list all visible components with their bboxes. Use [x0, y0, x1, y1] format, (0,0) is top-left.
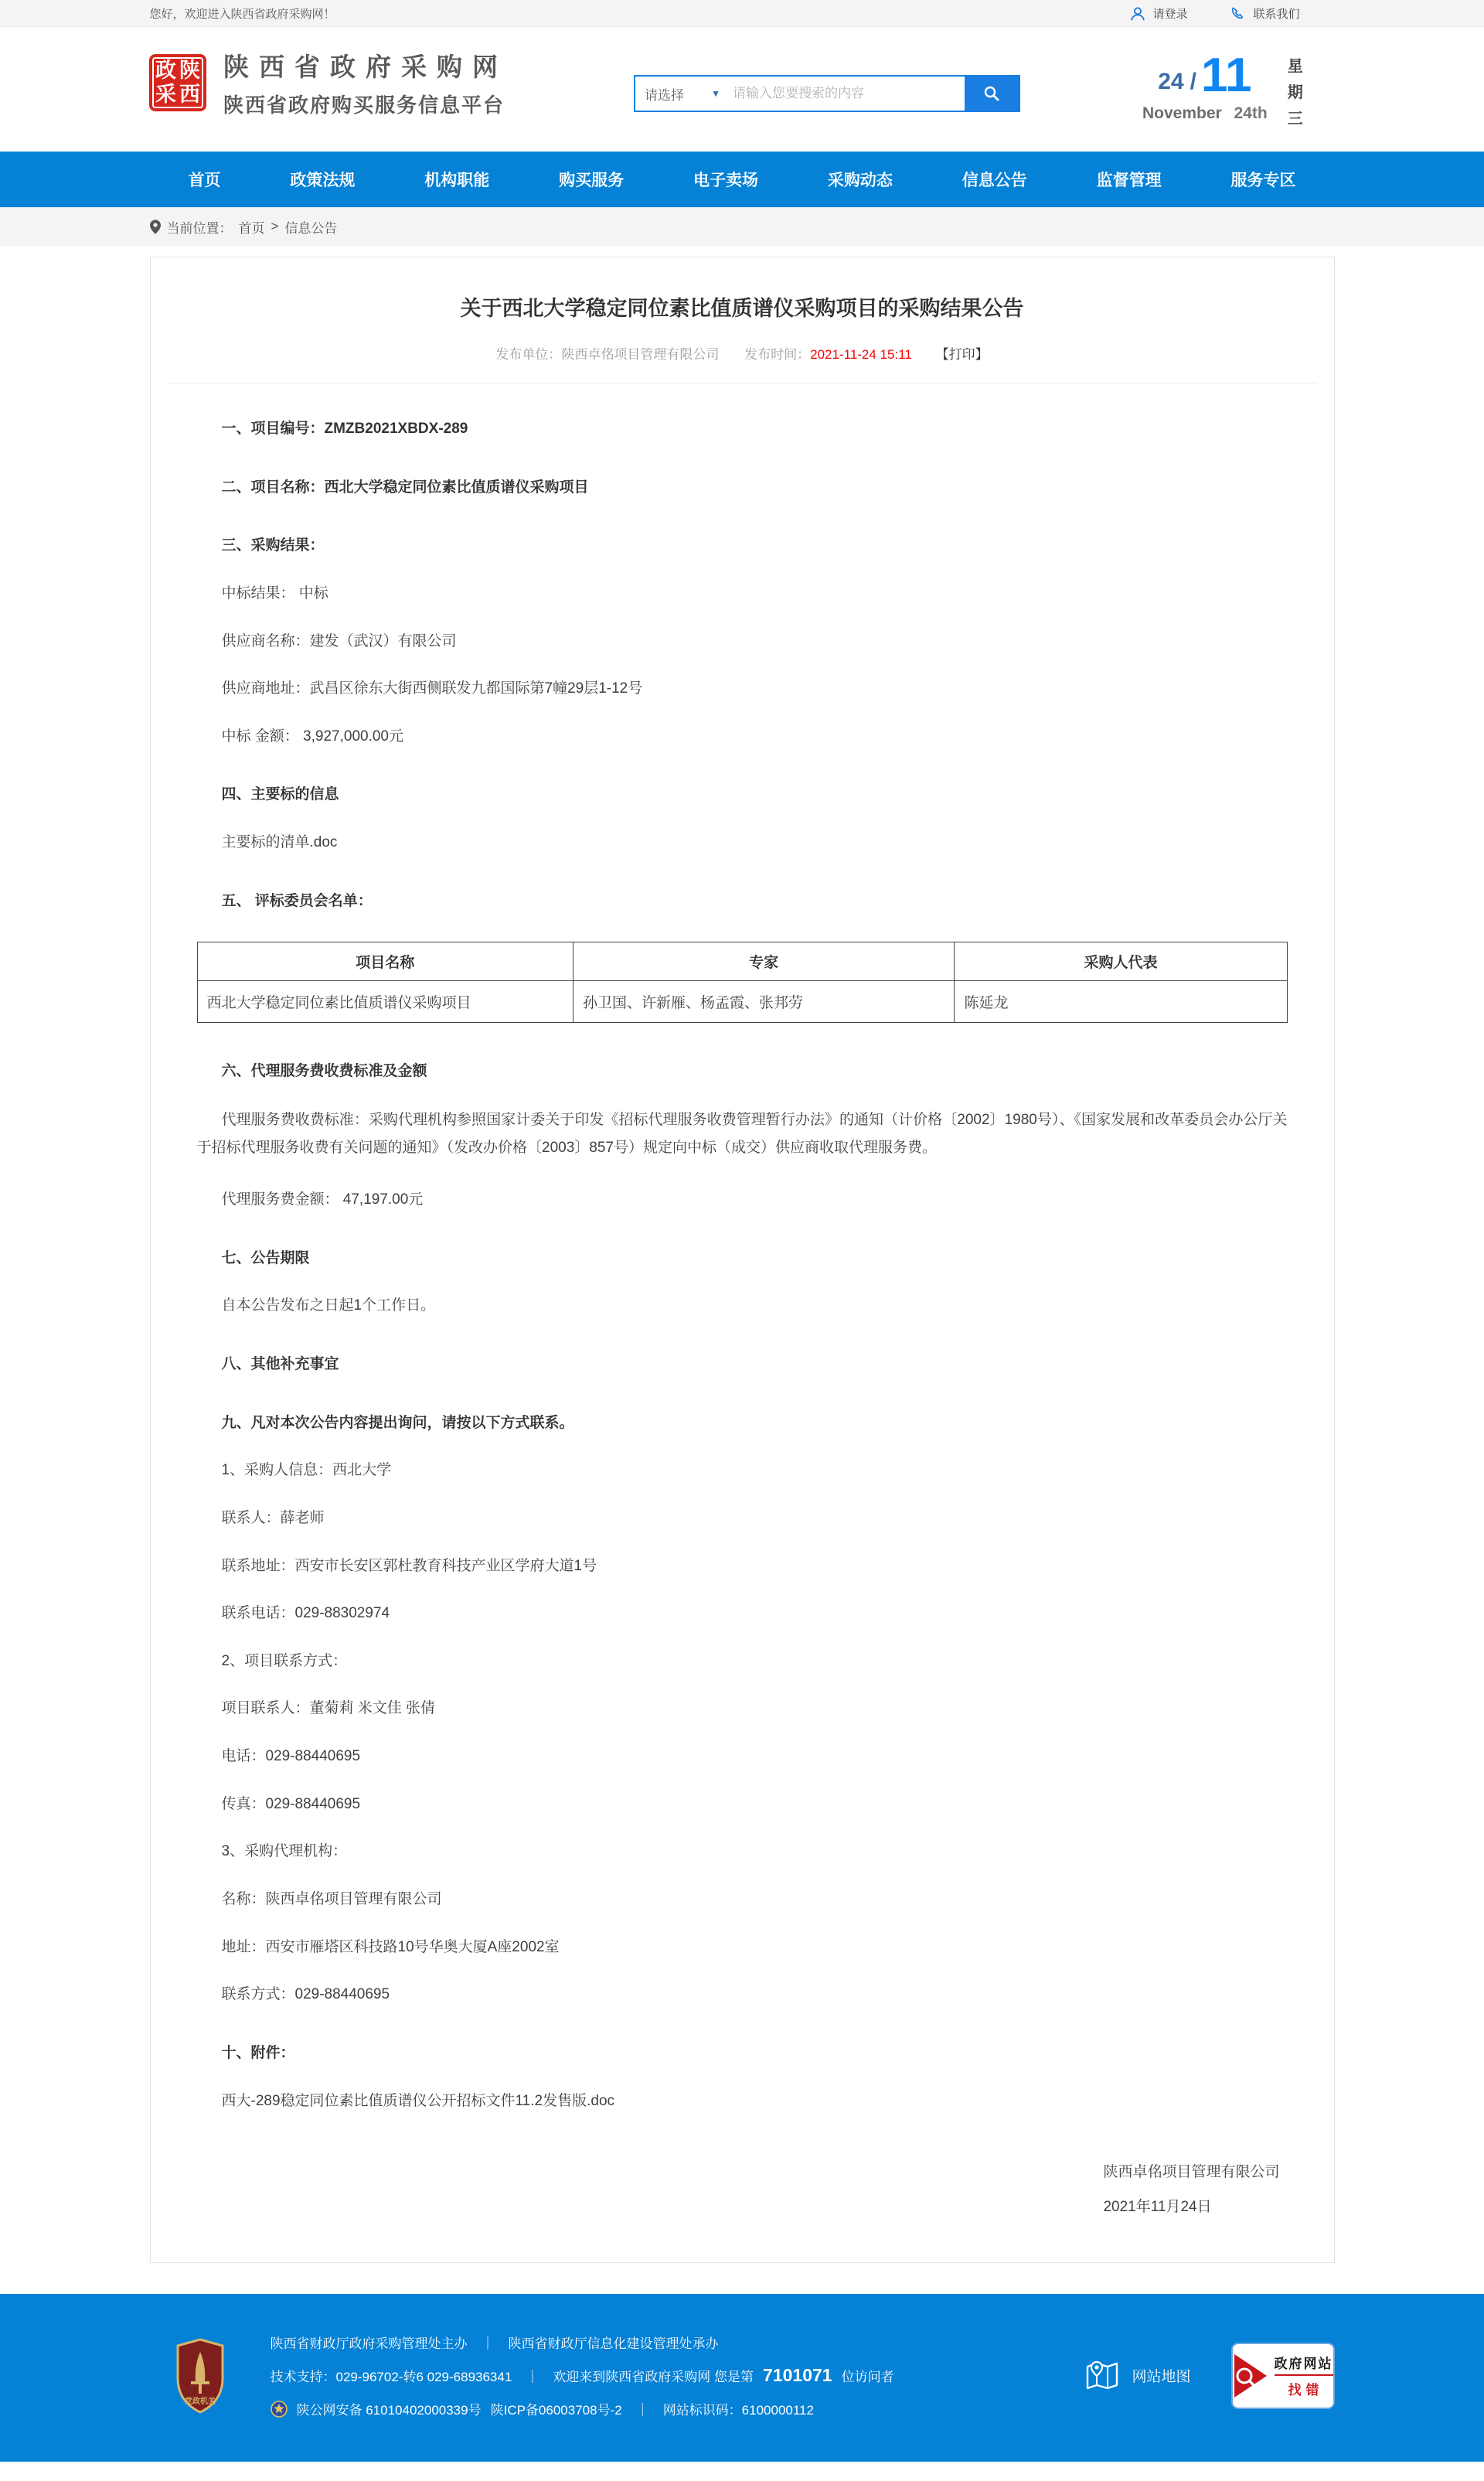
publisher-label: 发布单位：	[495, 347, 562, 362]
article-text: 供应商名称：建发（武汉）有限公司	[221, 632, 457, 649]
nav-item-3[interactable]: 购买服务	[559, 172, 625, 189]
find-error-badge[interactable]: 政府网站 找错	[1231, 2343, 1335, 2409]
article-text: 中标结果： 中标	[221, 584, 328, 602]
table-header-row	[197, 942, 1287, 981]
sitemap-label: 网站地图	[1132, 2369, 1191, 2386]
site-name: 陕西省政府采购网	[223, 53, 508, 81]
nav-item-4[interactable]: 电子卖场	[693, 172, 758, 189]
section-heading: 一、项目编号：ZMZB2021XBDX-289	[221, 421, 468, 437]
sitemap-link[interactable]	[1084, 2357, 1190, 2394]
breadcrumb-bar	[0, 207, 1484, 246]
article-text: 自本公告发布之日起1个工作日。	[221, 1297, 436, 1314]
article-text: 中标 金额： 3,927,000.00元	[221, 728, 403, 745]
section-heading: 二、项目名称：西北大学稳定同位素比值质谱仪采购项目	[221, 479, 589, 496]
signature-date: 2021年11月24日	[1103, 2199, 1212, 2216]
article-text: 传真：029-88440695	[221, 1795, 361, 1812]
nav-item-5[interactable]: 采购动态	[827, 172, 893, 189]
location-pin-icon	[150, 220, 161, 234]
nav-item-6[interactable]: 信息公告	[962, 172, 1027, 189]
footer	[0, 2294, 1484, 2462]
login-link[interactable]	[1129, 5, 1187, 22]
article-text: 电话：029-88440695	[221, 1748, 361, 1765]
article-meta	[151, 343, 1334, 363]
article-text: 2、项目联系方式：	[221, 1652, 348, 1669]
date-day: 24	[1158, 69, 1184, 94]
table-cell: 孙卫国、许新雁、杨孟霞、张邦劳	[573, 981, 955, 1023]
signature-block	[1103, 2160, 1279, 2262]
user-icon	[1129, 5, 1146, 22]
breadcrumb-prefix: 当前位置：	[166, 220, 233, 236]
publish-time-value: 2021-11-24 15:11	[810, 347, 912, 362]
contact-link[interactable]	[1230, 5, 1299, 22]
table-header-cell: 项目名称	[197, 942, 573, 981]
icp-record[interactable]: 陕ICP备06003708号-2	[490, 2403, 622, 2418]
section-heading: 九、凡对本次公告内容提出询问，请按以下方式联系。	[221, 1414, 574, 1431]
login-label: 请登录	[1152, 8, 1188, 21]
section-heading: 十、附件：	[221, 2044, 295, 2061]
article-text: 代理服务费收费标准：采购代理机构参照国家计委关于印发《招标代理服务收费管理暂行办法》的通知（计价格〔2002〕1980号）、《国家发展和改革委员会办公厅关于招标代理服务收费有关问题的通知》（发改办价格〔2003〕857号）规定向中标（成交）供应商收取代理服务费。	[196, 1112, 1288, 1157]
footer-line-organizers: 陕西省财政厅政府采购管理处主办 ｜ 陕西省财政厅信息化建设管理处承办	[270, 2336, 719, 2352]
nav-item-1[interactable]: 政策法规	[290, 172, 356, 189]
section-heading: 七、公告期限	[221, 1249, 310, 1266]
search-category-select[interactable]	[635, 77, 728, 111]
publisher-value: 陕西卓佲项目管理有限公司	[561, 347, 720, 362]
article-text: 供应商地址：武昌区徐东大街西侧联发九都国际第7幢29层1-12号	[221, 680, 643, 697]
section-heading: 六、代理服务费收费标准及金额	[221, 1063, 427, 1080]
table-header-cell: 专家	[573, 942, 955, 981]
site-logo[interactable]	[149, 47, 508, 118]
site-id-code: 网站标识码：6100000112	[662, 2403, 814, 2418]
attachment-link[interactable]: 主要标的清单.doc	[221, 834, 338, 851]
search-input[interactable]	[728, 77, 965, 111]
article-text: 1、采购人信息：西北大学	[221, 1462, 392, 1479]
topbar	[0, 0, 1484, 27]
page-title: 关于西北大学稳定同位素比值质谱仪采购项目的采购结果公告	[460, 297, 1024, 320]
table-cell: 西北大学稳定同位素比值质谱仪采购项目	[197, 981, 573, 1023]
site-subtitle: 陕西省政府购买服务信息平台	[223, 94, 505, 117]
article-text: 地址：西安市雁塔区科技路10号华奥大厦A座2002室	[221, 1938, 560, 1955]
welcome-text: 您好，欢迎进入陕西省政府采购网！	[149, 8, 335, 21]
party-government-badge-icon	[175, 2338, 226, 2414]
header	[0, 27, 1484, 152]
error-flag-icon	[1233, 2353, 1268, 2398]
section-heading: 三、采购结果：	[221, 537, 325, 554]
breadcrumb-home-link[interactable]: 首页	[238, 220, 265, 236]
footer-line-support: 技术支持：029-96702-转6 029-68936341 ｜ 欢迎来到陕西省政府采购网 您是第 7101071 位访问者	[270, 2365, 894, 2386]
signature-company: 陕西卓佲项目管理有限公司	[1103, 2164, 1280, 2181]
section-heading: 五、 评标委员会名单：	[221, 892, 373, 909]
article-text: 联系人：薛老师	[221, 1509, 325, 1526]
table-header-cell: 采购人代表	[955, 942, 1287, 981]
nav-item-0[interactable]: 首页	[188, 172, 221, 189]
bottom-strip	[0, 2462, 1484, 2481]
article-text: 3、采购代理机构：	[221, 1843, 348, 1860]
date-weekday: 星 期 三	[1287, 58, 1303, 128]
table-row	[197, 981, 1287, 1023]
article-text: 联系地址：西安市长安区郭杜教育科技产业区学府大道1号	[221, 1557, 597, 1574]
date-month-number: 11	[1200, 49, 1252, 102]
public-security-record[interactable]: 陕公网安备 61010402000339号	[296, 2403, 482, 2418]
article-text: 名称：陕西卓佲项目管理有限公司	[221, 1891, 442, 1908]
print-button[interactable]: 【打印】	[935, 347, 989, 362]
main-nav	[0, 152, 1484, 207]
breadcrumb-separator: >	[271, 219, 279, 233]
publish-time-label: 发布时间：	[744, 347, 811, 362]
article-text: 联系电话：029-88302974	[221, 1605, 390, 1622]
table-cell: 陈延龙	[955, 981, 1287, 1023]
date-day-ordinal: 24th	[1234, 104, 1268, 122]
date-widget: 24 / 11 November 24th 星 期 三	[1142, 52, 1303, 132]
section-heading: 八、其他补充事宜	[221, 1355, 339, 1372]
chevron-down-icon: ▼	[711, 88, 720, 99]
badge-label: 党政机关	[184, 2397, 216, 2406]
search-icon	[982, 84, 1001, 103]
footer-line-registration: 陕公网安备 61010402000339号 陕ICP备06003708号-2 ｜ 网站标识码：6100000112	[271, 2399, 894, 2418]
nav-item-8[interactable]: 服务专区	[1230, 172, 1296, 189]
search-select-label: 请选择	[645, 87, 684, 103]
contact-label: 联系我们	[1253, 8, 1300, 21]
article-text: 代理服务费金额： 47,197.00元	[221, 1191, 424, 1208]
search-bar	[634, 75, 1020, 112]
article-body	[197, 383, 1288, 2117]
nav-item-7[interactable]: 监督管理	[1096, 172, 1162, 189]
police-badge-icon	[271, 2401, 288, 2418]
date-month-name: November	[1142, 104, 1222, 122]
search-button[interactable]	[965, 77, 1019, 111]
breadcrumb	[150, 207, 1335, 246]
visitor-count: 7101071	[763, 2365, 832, 2386]
breadcrumb-current-link[interactable]: 信息公告	[284, 220, 338, 236]
nav-item-2[interactable]: 机构职能	[424, 172, 490, 189]
article-text: 联系方式：029-88440695	[221, 1986, 390, 2003]
committee-table	[197, 942, 1288, 1023]
logo-seal-icon: 政 陕 采 西	[149, 54, 206, 111]
map-icon	[1084, 2357, 1121, 2394]
phone-icon	[1230, 5, 1247, 22]
attachment-link[interactable]: 西大-289稳定同位素比值质谱仪公开招标文件11.2发售版.doc	[221, 2092, 615, 2109]
article-text: 项目联系人：董菊莉 米文佳 张倩	[221, 1700, 436, 1717]
announcement-card	[150, 257, 1335, 2263]
section-heading: 四、主要标的信息	[221, 786, 339, 803]
